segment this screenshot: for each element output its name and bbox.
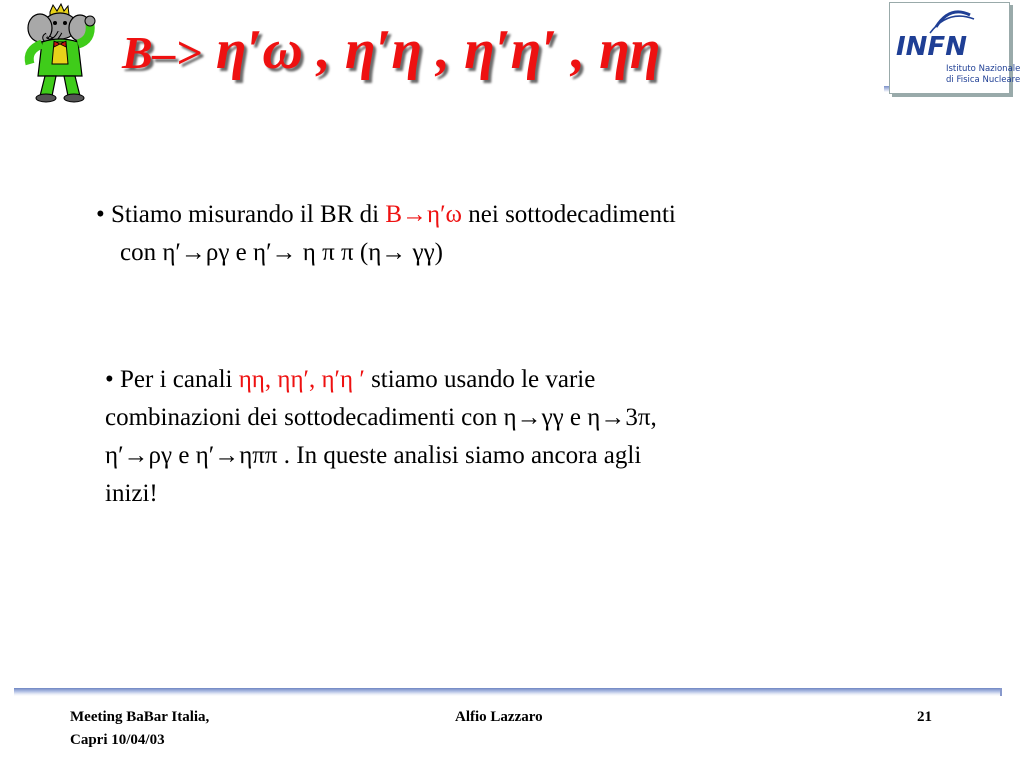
bullet-2-line-3: η′→ργ e η′→ηππ . In queste analisi siamo ancora agli bbox=[105, 442, 642, 469]
title-prefix: B–> bbox=[122, 27, 202, 78]
infn-line2: di Fisica Nucleare bbox=[946, 75, 1021, 85]
infn-line1: Istituto Nazionale bbox=[946, 64, 1021, 74]
footer-author: Alfio Lazzaro bbox=[455, 709, 543, 725]
footer-divider bbox=[14, 688, 1002, 696]
bullet-2-line-1 bbox=[105, 361, 955, 399]
bullet-1-line-1 bbox=[96, 196, 956, 234]
bullet-2 bbox=[105, 361, 955, 513]
footer-event-line-2: Capri 10/04/03 bbox=[70, 732, 165, 748]
bullet-2-text-b: stiamo usando le varie bbox=[364, 366, 596, 393]
infn-emblem-icon bbox=[890, 3, 1021, 93]
bullet-2-text-a: Per i canali bbox=[113, 366, 239, 393]
infn-name: INFN bbox=[896, 32, 967, 62]
title-channels: η′ω , η′η , η′η′ , ηη bbox=[201, 19, 661, 81]
infn-logo bbox=[889, 2, 1021, 94]
elephant-icon bbox=[10, 4, 98, 104]
bullet-marker: • bbox=[105, 366, 114, 393]
bullet-1-highlight: B→η′ω bbox=[385, 201, 463, 228]
bullet-2-highlight: ηη, ηη′, η′η ′ bbox=[238, 366, 365, 393]
bullet-2-line-2: combinazioni dei sottodecadimenti con η→γγ e η→3π, bbox=[105, 404, 657, 431]
footer-event bbox=[70, 706, 209, 752]
bullet-1-line-2: con η′→ργ e η′→ η π π (η→ γγ) bbox=[120, 239, 443, 266]
slide-title bbox=[122, 10, 661, 90]
bullet-1 bbox=[96, 196, 956, 272]
bullet-2-line-4: inizi! bbox=[105, 480, 158, 507]
footer-page-number: 21 bbox=[917, 709, 932, 725]
footer-event-line-1: Meeting BaBar Italia, bbox=[70, 709, 210, 725]
bullet-marker: • bbox=[96, 201, 105, 228]
bullet-1-text-a: Stiamo misurando il BR di bbox=[104, 201, 386, 228]
bullet-1-text-b: nei sottodecadimenti bbox=[462, 201, 676, 228]
babar-elephant-logo bbox=[10, 4, 98, 104]
